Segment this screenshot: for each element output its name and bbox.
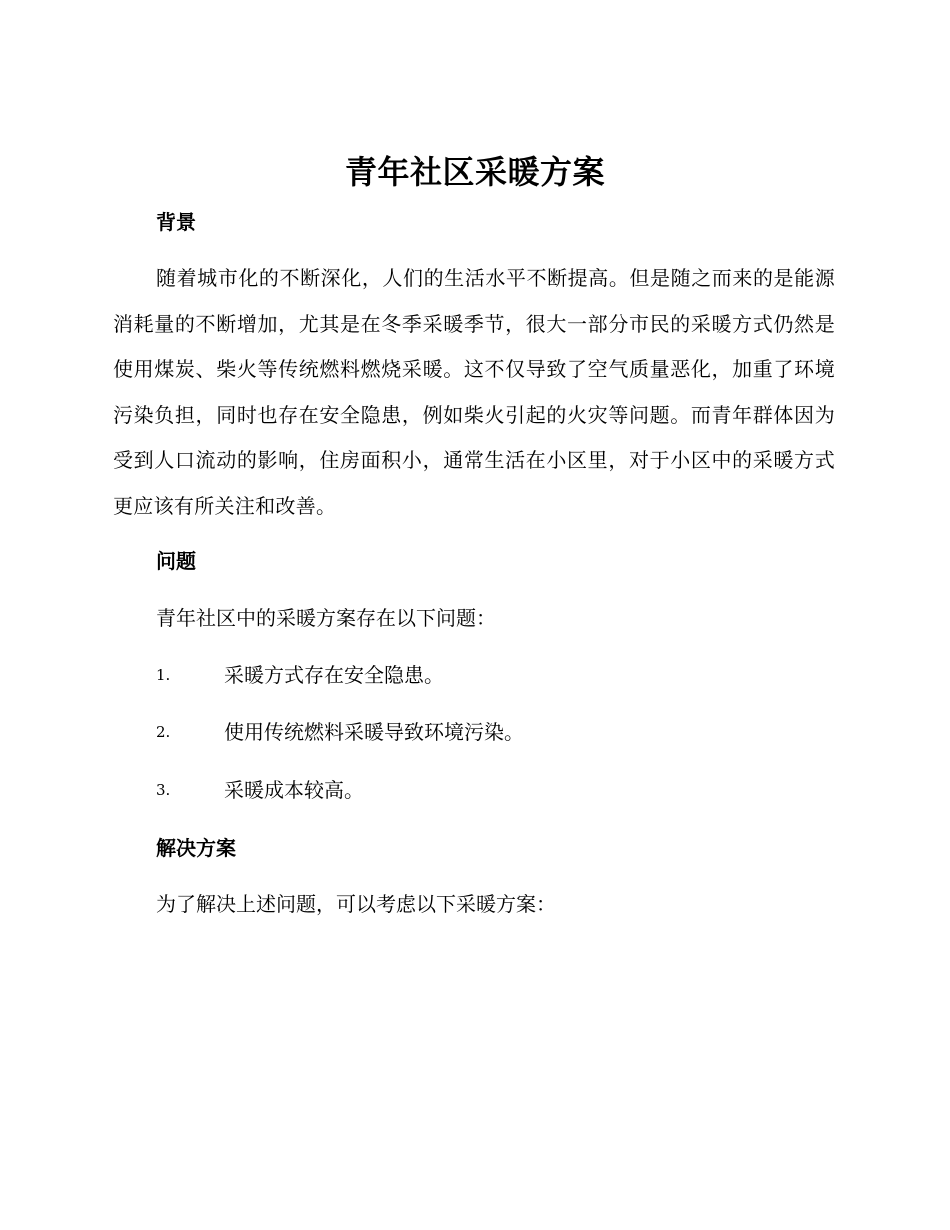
list-item-text: 采暖方式存在安全隐患。 bbox=[224, 663, 444, 687]
list-item bbox=[156, 775, 856, 805]
section-heading-problems: 问题 bbox=[156, 549, 196, 573]
section-heading-solution: 解决方案 bbox=[156, 836, 236, 860]
problems-intro: 青年社区中的采暖方案存在以下问题： bbox=[156, 606, 496, 630]
list-item-text: 使用传统燃料采暖导致环境污染。 bbox=[224, 720, 524, 744]
background-paragraph: 随着城市化的不断深化，人们的生活水平不断提高。但是随之而来的是能源消耗量的不断增加，尤其是在冬季采暖季节，很大一部分市民的采暖方式仍然是使用煤炭、柴火等传统燃料燃烧采暖。这不仅导致了空气质量恶化，加重了环境污染负担，同时也存在安全隐患，例如柴火引起的火灾等问题。而青年群体因为受到人口流动的影响，住房面积小，通常生活在小区里，对于小区中的采暖方式更应该有所关注和改善。 bbox=[113, 266, 835, 518]
solution-intro: 为了解决上述问题，可以考虑以下采暖方案： bbox=[156, 892, 556, 916]
list-item-text: 采暖成本较高。 bbox=[224, 778, 364, 802]
list-item-number: 3. bbox=[156, 781, 171, 799]
list-item-number: 1. bbox=[156, 666, 171, 684]
list-item-number: 2. bbox=[156, 723, 171, 741]
document-title: 青年社区采暖方案 bbox=[344, 153, 605, 191]
section-heading-background: 背景 bbox=[156, 210, 196, 234]
list-item bbox=[156, 717, 856, 747]
list-item bbox=[156, 660, 856, 690]
